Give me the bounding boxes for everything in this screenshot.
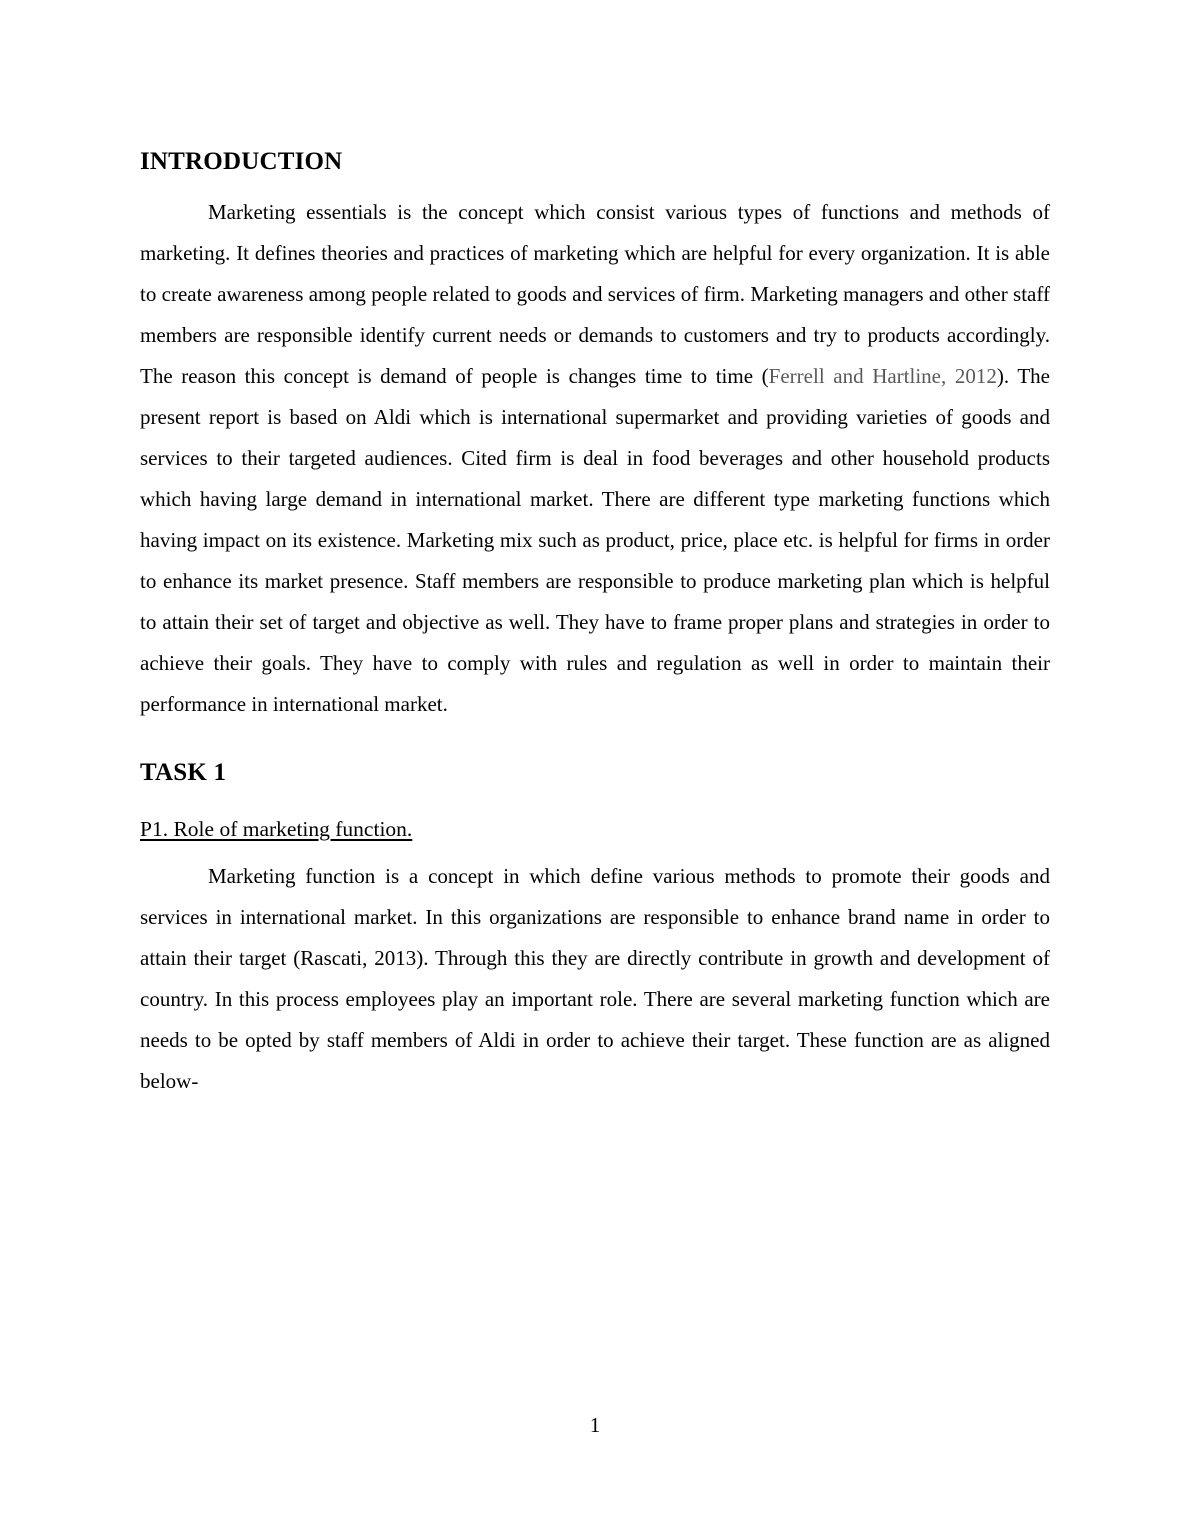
task1-paragraph: Marketing function is a concept in which define various methods to promote their goods and services in international market. In this organizations are responsible to enhance brand name in order to attain their target (Rascati, 2013). Through this they are directly contribute in growth and development of country. In this process employees play an important role. There are several marketing function which are needs to be opted by staff members of Aldi in order to achieve their target. These function are as aligned below- [140, 864, 1050, 1093]
p1-subheading: P1. Role of marketing function. [140, 817, 413, 841]
introduction-text-after-citation: ). The present report is based on Aldi which is international supermarket and providing varieties of goods and services to their targeted audiences. Cited firm is deal in food beverages and other household products which having large demand in international market. There are different type marketing functions which having impact on its existence. Marketing mix such as product, price, place etc. is helpful for firms in order to enhance its market presence. Staff members are responsible to produce marketing plan which is helpful to attain their set of target and objective as well. They have to frame proper plans and strategies in order to achieve their goals. They have to comply with rules and regulation as well in order to maintain their performance in international market. [140, 364, 1051, 716]
introduction-paragraph [140, 192, 1050, 725]
introduction-heading: INTRODUCTION [140, 148, 343, 175]
citation-ferrell-hartline: Ferrell and Hartline, 2012 [768, 364, 997, 388]
task1-heading: TASK 1 [140, 759, 227, 786]
introduction-text-before-citation: Marketing essentials is the concept which consist various types of functions and methods of marketing. It defines theories and practices of marketing which are helpful for every organization. It is able to create awareness among people related to goods and services of firm. Marketing managers and other staff members are responsible identify current needs or demands to customers and try to products accordingly. The reason this concept is demand of people is changes time to time ( [140, 200, 1050, 388]
page-number: 1 [589, 1413, 601, 1437]
